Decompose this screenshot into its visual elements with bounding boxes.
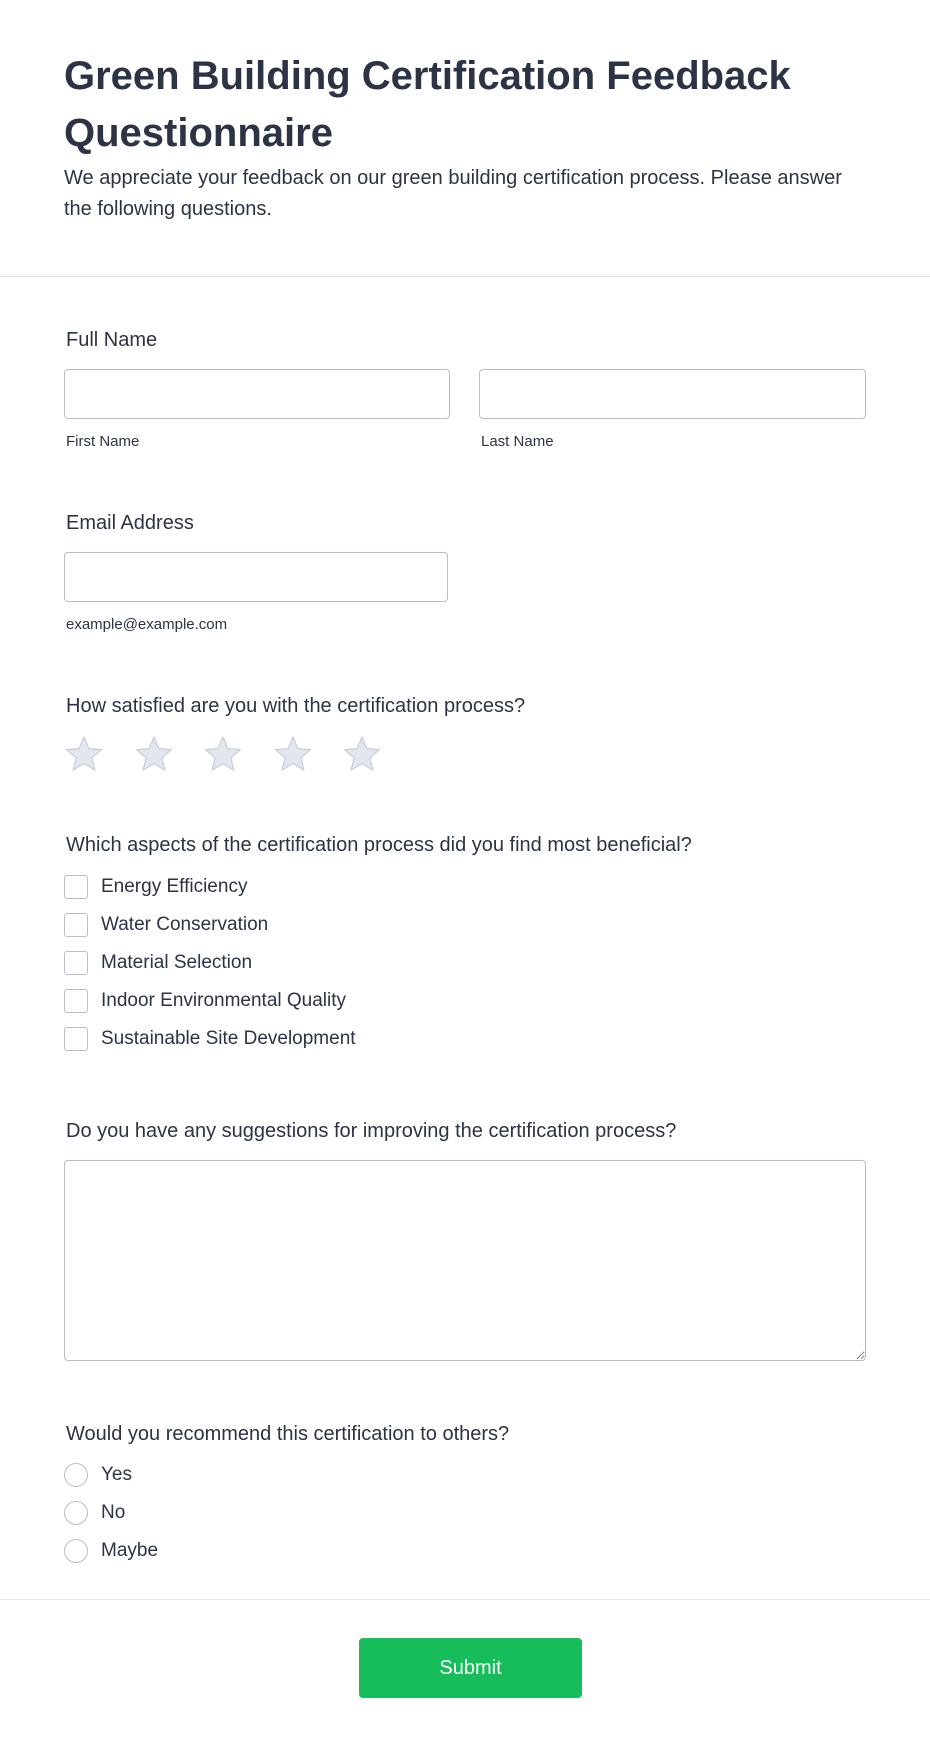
checkbox[interactable] bbox=[64, 951, 88, 975]
footer-divider bbox=[0, 1599, 930, 1600]
first-name-input[interactable] bbox=[64, 369, 450, 419]
recommend-option-label: Yes bbox=[101, 1464, 132, 1485]
full-name-label: Full Name bbox=[66, 329, 158, 351]
satisfaction-label: How satisfied are you with the certification process? bbox=[66, 695, 526, 717]
first-name-sublabel: First Name bbox=[66, 433, 140, 450]
form-header bbox=[0, 0, 930, 277]
star-icon[interactable] bbox=[134, 734, 174, 774]
aspect-option-label: Indoor Environmental Quality bbox=[101, 990, 347, 1011]
checkbox[interactable] bbox=[64, 875, 88, 899]
email-label: Email Address bbox=[66, 512, 194, 534]
checkbox[interactable] bbox=[64, 1027, 88, 1051]
last-name-sublabel: Last Name bbox=[481, 433, 554, 450]
radio-button[interactable] bbox=[64, 1501, 88, 1525]
suggestions-textarea[interactable] bbox=[64, 1160, 866, 1361]
aspect-option-label: Water Conservation bbox=[101, 914, 269, 935]
aspect-option-label: Energy Efficiency bbox=[101, 876, 248, 897]
radio-button[interactable] bbox=[64, 1463, 88, 1487]
submit-button[interactable]: Submit bbox=[359, 1638, 582, 1698]
recommend-label: Would you recommend this certification to others? bbox=[66, 1423, 510, 1445]
star-icon[interactable] bbox=[342, 734, 382, 774]
star-icon[interactable] bbox=[273, 734, 313, 774]
recommend-option-label: No bbox=[101, 1502, 126, 1523]
suggestions-label: Do you have any suggestions for improving the certification process? bbox=[66, 1120, 677, 1142]
email-sublabel: example@example.com bbox=[66, 616, 228, 633]
star-icon[interactable] bbox=[64, 734, 104, 774]
radio-button[interactable] bbox=[64, 1539, 88, 1563]
aspect-option-label: Sustainable Site Development bbox=[101, 1028, 356, 1049]
star-icon[interactable] bbox=[203, 734, 243, 774]
aspect-option-label: Material Selection bbox=[101, 952, 253, 973]
checkbox[interactable] bbox=[64, 913, 88, 937]
last-name-input[interactable] bbox=[479, 369, 866, 419]
checkbox[interactable] bbox=[64, 989, 88, 1013]
form-description: We appreciate your feedback on our green building certification process. Please answer the following questions. bbox=[64, 167, 842, 220]
email-input[interactable] bbox=[64, 552, 448, 602]
aspects-label: Which aspects of the certification process did you find most beneficial? bbox=[66, 834, 692, 856]
page-title: Green Building Certification Feedback Questionnaire bbox=[64, 54, 791, 155]
recommend-option-label: Maybe bbox=[101, 1540, 159, 1561]
